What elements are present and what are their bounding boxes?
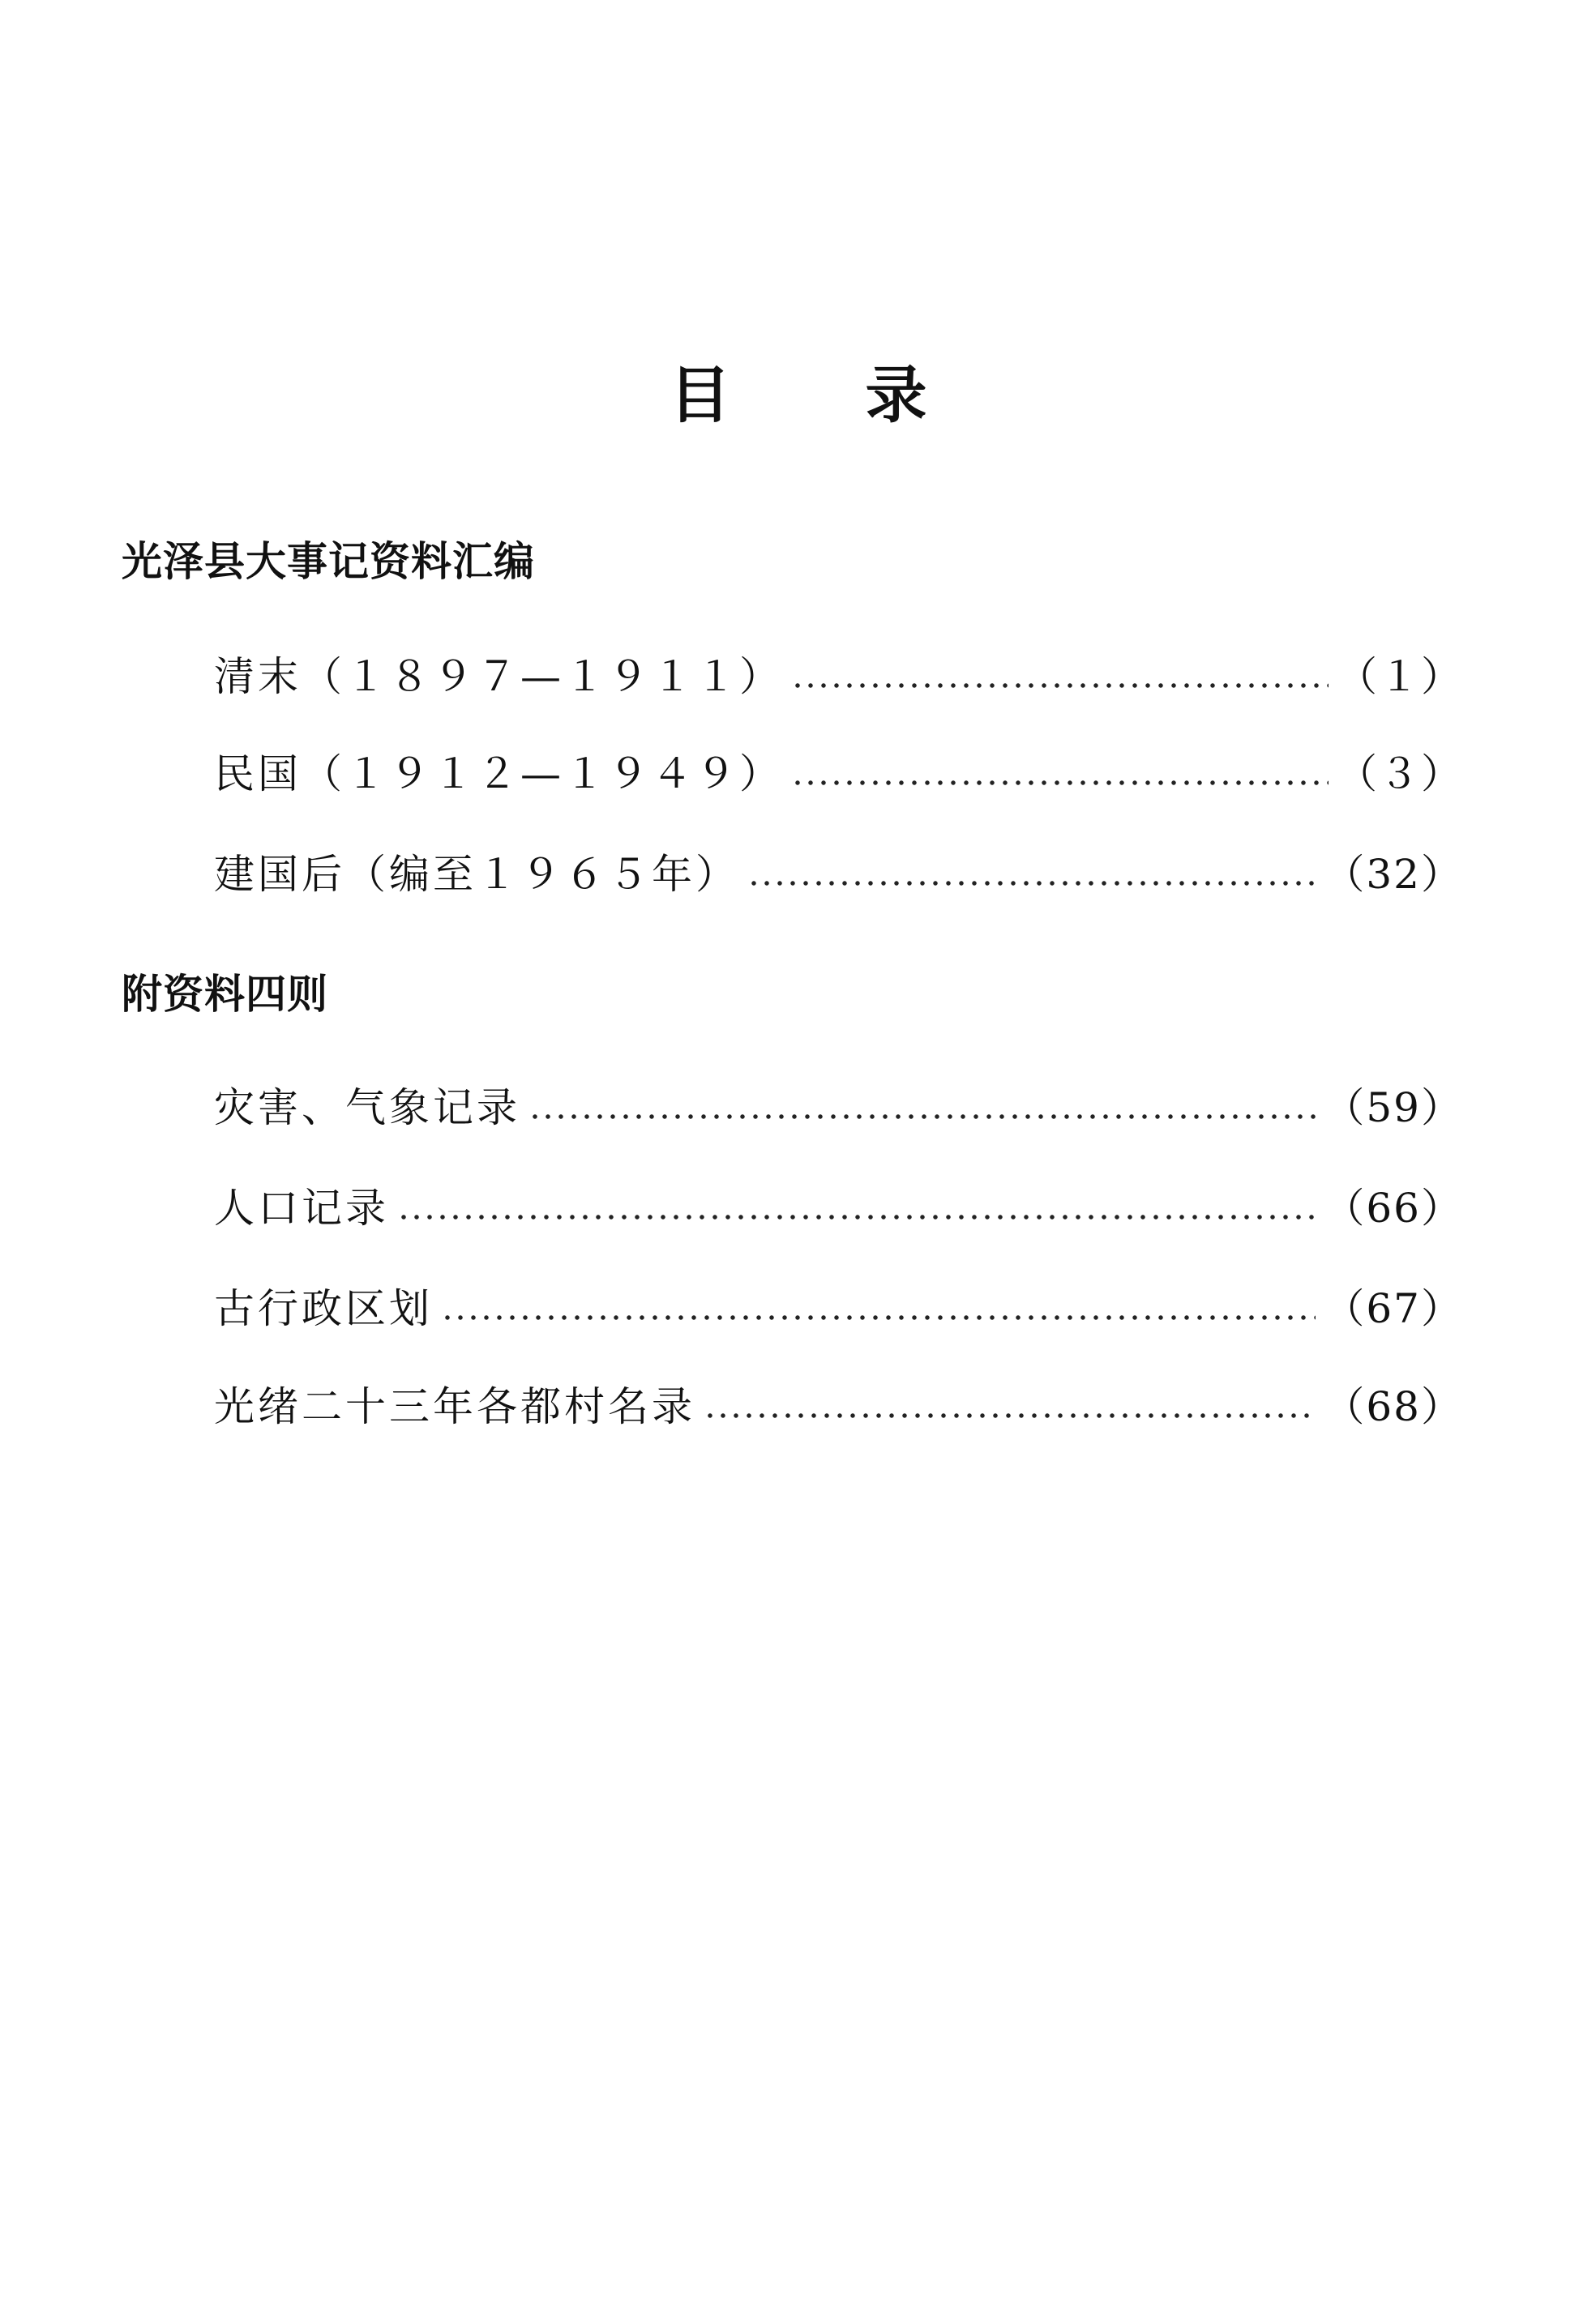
toc-entry [214, 1381, 1463, 1433]
toc-entry-page: （１） [1337, 653, 1463, 700]
toc-entry-label: 人口记录 [214, 1185, 389, 1232]
toc-entry-label: 灾害、气象记录 [214, 1084, 520, 1131]
toc-entry-page: （59） [1324, 1084, 1463, 1131]
dot-leader [747, 878, 1316, 889]
section-heading-chronicle: 光泽县大事记资料汇编 [122, 537, 535, 585]
toc-entry-label: 清末（１８９７—１９１１） [214, 653, 783, 700]
toc-entry [214, 1082, 1463, 1134]
dot-leader [441, 1312, 1316, 1323]
toc-entry-page: （32） [1324, 851, 1463, 898]
toc-entry-label: 古行政区划 [214, 1285, 433, 1332]
toc-entry-page: （66） [1324, 1185, 1463, 1232]
toc-entry-label: 光绪二十三年各都村名录 [214, 1383, 695, 1430]
toc-entry-page: （67） [1324, 1285, 1463, 1332]
dot-leader [397, 1211, 1316, 1223]
page-title: 目录 [669, 359, 1062, 431]
toc-entry [214, 651, 1463, 703]
toc-entry [214, 1283, 1463, 1335]
dot-leader [791, 777, 1329, 788]
dot-leader [791, 680, 1329, 691]
toc-entry-page: （68） [1324, 1383, 1463, 1430]
dot-leader [528, 1111, 1316, 1122]
toc-entry-page: （３） [1337, 750, 1463, 797]
section-heading-appendix: 附资料四则 [122, 970, 328, 1018]
toc-entry-label: 民国（１９１２—１９４９） [214, 750, 783, 797]
dot-leader [704, 1410, 1316, 1421]
toc-entry [214, 848, 1463, 900]
toc-entry [214, 1182, 1463, 1234]
toc-entry [214, 748, 1463, 800]
toc-entry-label: 建国后（编至１９６５年） [214, 851, 739, 898]
